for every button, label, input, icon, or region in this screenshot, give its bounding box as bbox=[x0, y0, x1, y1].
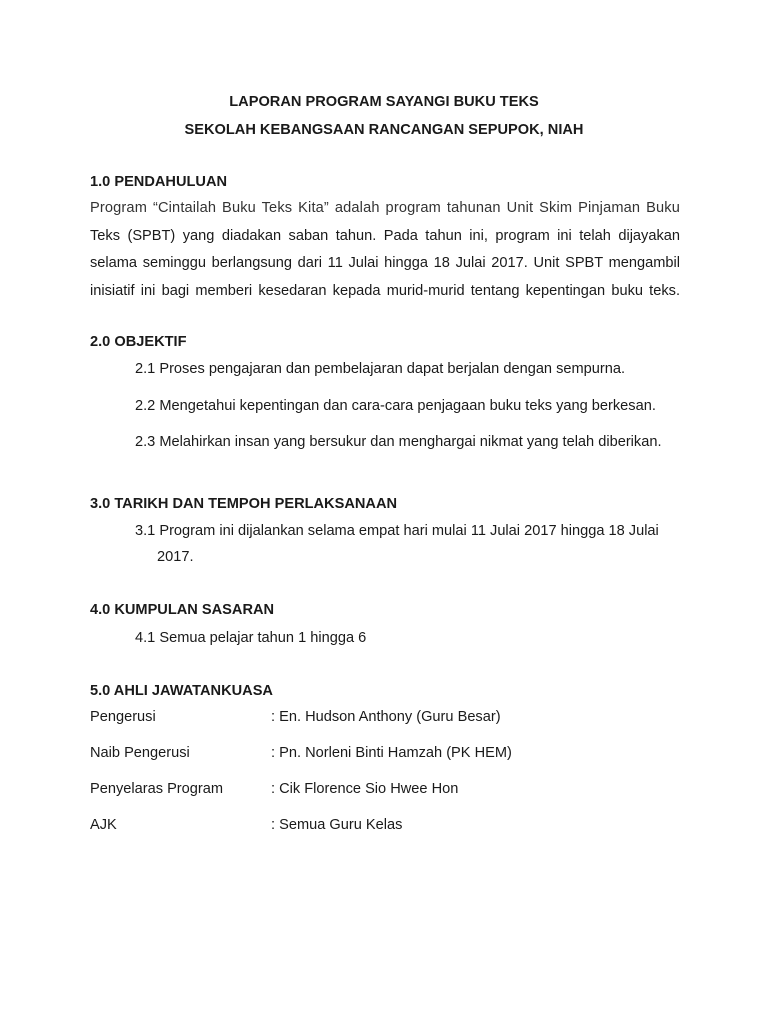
committee-role: Naib Pengerusi bbox=[90, 745, 190, 761]
paragraph-line: inisiatif ini bagi memberi kesedaran kepada murid-murid tentang kepentingan buku teks. bbox=[90, 282, 680, 299]
committee-role: Pengerusi bbox=[90, 709, 156, 725]
section-3-heading: 3.0 TARIKH DAN TEMPOH PERLAKSANAAN bbox=[90, 496, 398, 512]
target-group-item: 4.1 Semua pelajar tahun 1 hingga 6 bbox=[135, 630, 367, 646]
section-4-heading: 4.0 KUMPULAN SASARAN bbox=[90, 602, 275, 618]
paragraph-line: Teks (SPBT) yang diadakan saban tahun. Pada tahun ini, program ini telah dijayakan bbox=[90, 227, 680, 244]
section-5-heading: 5.0 AHLI JAWATANKUASA bbox=[90, 683, 273, 699]
report-title-line-2: SEKOLAH KEBANGSAAN RANCANGAN SEPUPOK, NIAH bbox=[184, 122, 584, 138]
committee-member: : En. Hudson Anthony (Guru Besar) bbox=[271, 709, 501, 725]
objective-item: 2.3 Melahirkan insan yang bersukur dan menghargai nikmat yang telah diberikan. bbox=[135, 434, 662, 450]
objective-item: 2.1 Proses pengajaran dan pembelajaran dapat berjalan dengan sempurna. bbox=[135, 361, 626, 377]
section-1-heading: 1.0 PENDAHULUAN bbox=[90, 174, 228, 190]
committee-member: : Cik Florence Sio Hwee Hon bbox=[271, 781, 459, 797]
schedule-item-line-2: 2017. bbox=[157, 549, 194, 565]
committee-role: AJK bbox=[90, 817, 117, 833]
committee-member: : Pn. Norleni Binti Hamzah (PK HEM) bbox=[271, 745, 512, 761]
objective-item: 2.2 Mengetahui kepentingan dan cara-cara penjagaan buku teks yang berkesan. bbox=[135, 398, 656, 414]
report-title-line-1: LAPORAN PROGRAM SAYANGI BUKU TEKS bbox=[229, 94, 539, 110]
committee-role: Penyelaras Program bbox=[90, 781, 224, 797]
paragraph-line: selama seminggu berlangsung dari 11 Julai hingga 18 Julai 2017. Unit SPBT mengambil bbox=[90, 255, 680, 271]
paragraph-line: Program “Cintailah Buku Teks Kita” adalah program tahunan Unit Skim Pinjaman Buku bbox=[90, 200, 680, 216]
committee-member: : Semua Guru Kelas bbox=[271, 817, 403, 833]
section-2-heading: 2.0 OBJEKTIF bbox=[90, 334, 187, 350]
section-1-paragraph bbox=[90, 195, 680, 305]
schedule-item-line-1: 3.1 Program ini dijalankan selama empat hari mulai 11 Julai 2017 hingga 18 Julai bbox=[135, 523, 659, 539]
